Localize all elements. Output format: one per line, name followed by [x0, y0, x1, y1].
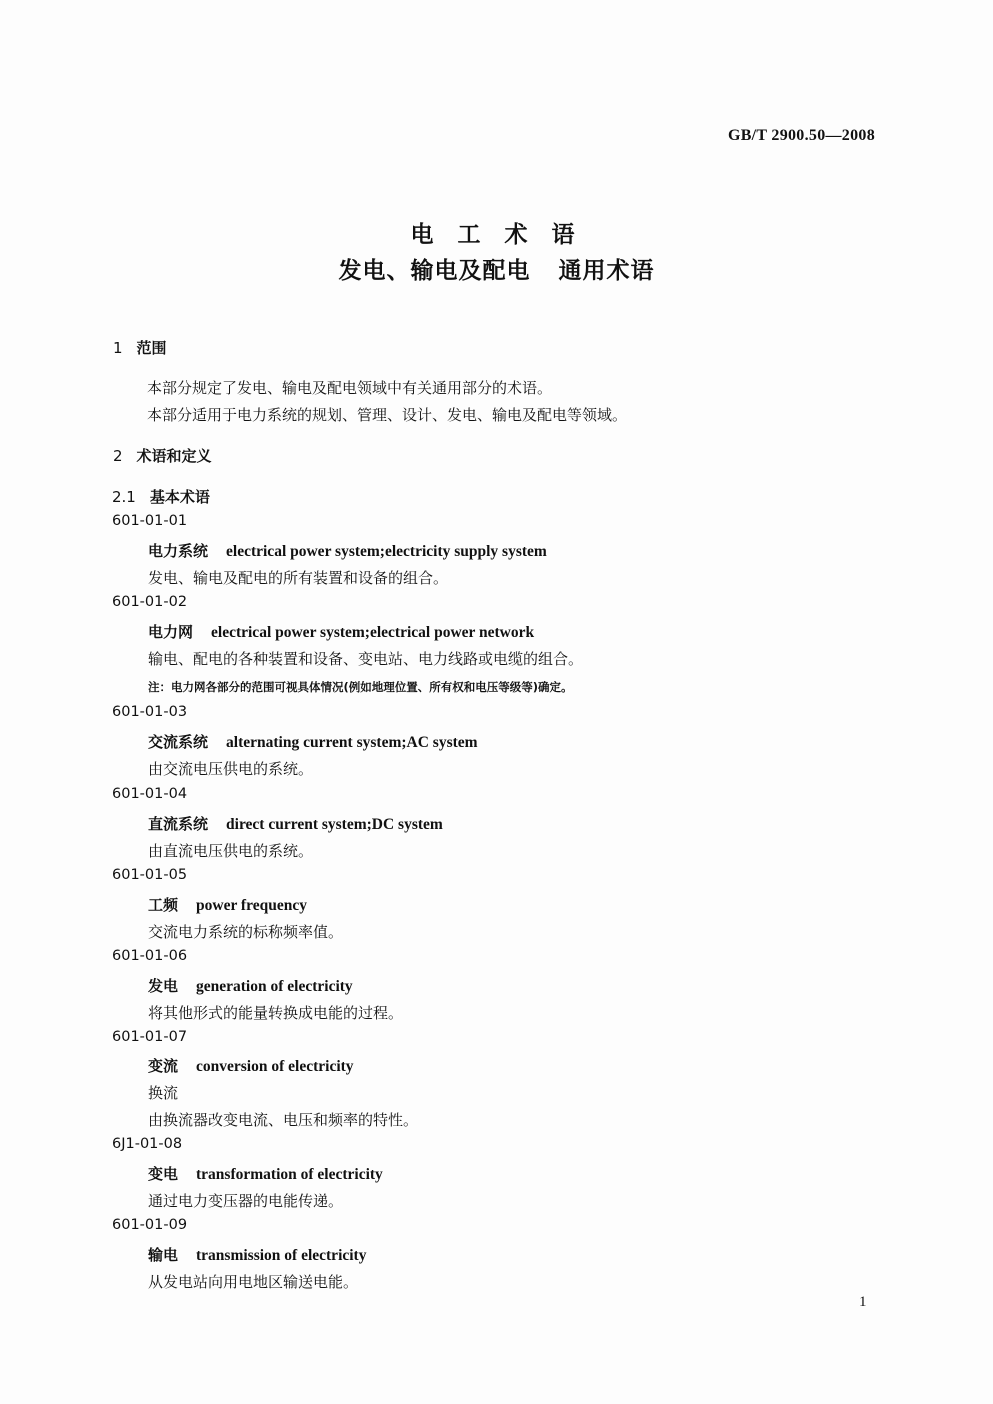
term-line — [148, 975, 353, 996]
term-definition: 将其他形式的能量转换成电能的过程。 — [148, 1004, 404, 1022]
term-line — [148, 731, 478, 752]
term-definition: 由换流器改变电流、电压和频率的特性。 — [148, 1111, 419, 1129]
term-chinese: 电力网 — [148, 623, 194, 641]
section-2-1-heading — [112, 486, 210, 507]
term-english: power frequency — [196, 897, 307, 914]
term-code: 601-01-04 — [112, 786, 188, 802]
term-definition: 发电、输电及配电的所有装置和设备的组合。 — [148, 569, 449, 587]
term-chinese: 工频 — [148, 896, 179, 914]
term-english: alternating current system;AC system — [226, 734, 478, 751]
document-title-line1: 电 工 术 语 — [410, 222, 583, 248]
term-definition: 由直流电压供电的系统。 — [148, 842, 314, 860]
term-line — [148, 1055, 354, 1076]
term-code: 601-01-03 — [112, 704, 188, 720]
section-title: 基本术语 — [149, 488, 210, 506]
term-note: 注：电力网各部分的范围可视具体情况(例如地理位置、所有权和电压等级等)确定。 — [148, 680, 573, 694]
term-english: direct current system;DC system — [226, 816, 443, 833]
term-english: conversion of electricity — [196, 1058, 354, 1075]
term-code: 601-01-09 — [112, 1217, 188, 1233]
title-part1: 发电、输电及配电 — [338, 258, 531, 284]
term-code: 601-01-07 — [112, 1029, 188, 1045]
term-english: transmission of electricity — [196, 1247, 367, 1264]
page-number: 1 — [859, 1294, 867, 1310]
section-1-heading — [113, 337, 167, 358]
section-title: 术语和定义 — [136, 447, 212, 465]
term-code: 601-01-02 — [112, 594, 188, 610]
section-number: 1 — [113, 339, 123, 357]
section-number: 2 — [113, 447, 123, 465]
term-code: 6J1-01-08 — [112, 1136, 183, 1152]
term-definition: 输电、配电的各种装置和设备、变电站、电力线路或电缆的组合。 — [148, 650, 584, 668]
term-english: electrical power system;electricity supply system — [226, 543, 547, 560]
term-chinese: 变电 — [148, 1165, 179, 1183]
term-code: 601-01-05 — [112, 867, 188, 883]
term-line — [148, 1163, 383, 1184]
term-chinese: 交流系统 — [148, 733, 209, 751]
term-definition: 由交流电压供电的系统。 — [148, 760, 314, 778]
document-title-line2 — [0, 252, 993, 285]
term-english: generation of electricity — [196, 978, 353, 995]
title-part2: 通用术语 — [558, 258, 655, 284]
paragraph: 本部分规定了发电、输电及配电领域中有关通用部分的术语。 — [147, 379, 553, 397]
term-chinese: 输电 — [148, 1246, 179, 1264]
standard-code: GB/T 2900.50—2008 — [727, 127, 875, 144]
term-definition: 从发电站向用电地区输送电能。 — [148, 1273, 359, 1291]
term-line — [148, 540, 547, 561]
term-chinese: 电力系统 — [148, 542, 209, 560]
term-line — [148, 813, 443, 834]
term-line — [148, 894, 307, 915]
term-synonym: 换流 — [148, 1084, 179, 1102]
term-definition: 交流电力系统的标称频率值。 — [148, 923, 344, 941]
term-chinese: 变流 — [148, 1057, 179, 1075]
term-definition: 通过电力变压器的电能传递。 — [148, 1192, 344, 1210]
term-line — [148, 1244, 366, 1265]
term-chinese: 发电 — [148, 977, 179, 995]
term-english: electrical power system;electrical power network — [211, 624, 535, 641]
section-number: 2.1 — [112, 488, 136, 506]
paragraph: 本部分适用于电力系统的规划、管理、设计、发电、输电及配电等领域。 — [147, 406, 628, 424]
term-code: 601-01-01 — [112, 513, 188, 529]
term-code: 601-01-06 — [112, 948, 188, 964]
term-line — [148, 621, 534, 642]
term-chinese: 直流系统 — [148, 815, 209, 833]
section-2-heading — [113, 445, 212, 466]
term-english: transformation of electricity — [196, 1166, 383, 1183]
section-title: 范围 — [136, 339, 167, 357]
